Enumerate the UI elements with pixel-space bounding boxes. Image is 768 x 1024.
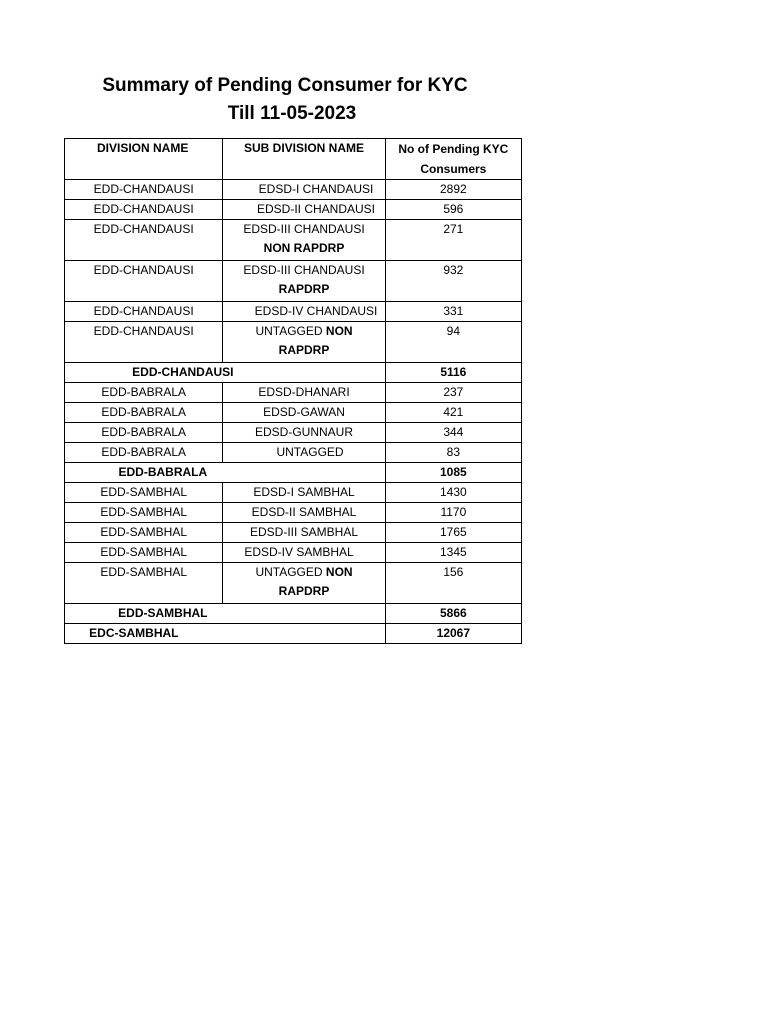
division-cell: EDD-CHANDAUSI bbox=[65, 200, 223, 220]
report-title bbox=[64, 72, 520, 128]
division-cell: EDD-SAMBHAL bbox=[65, 563, 223, 604]
sub-division-cell: EDSD-III SAMBHAL bbox=[223, 523, 385, 543]
header-sub-division-name: SUB DIVISION NAME bbox=[223, 139, 385, 180]
sub-division-name: EDSD-III CHANDAUSI bbox=[243, 222, 365, 236]
table-row bbox=[65, 483, 522, 503]
pending-count-cell: 421 bbox=[385, 403, 521, 423]
division-total-row bbox=[65, 363, 522, 383]
division-total-row bbox=[65, 604, 522, 624]
pending-count-cell: 344 bbox=[385, 423, 521, 443]
sub-division-cell: EDSD-IV SAMBHAL bbox=[223, 543, 385, 563]
pending-count-cell: 2892 bbox=[385, 180, 521, 200]
pending-count-cell: 271 bbox=[385, 220, 521, 261]
grand-total-value: 12067 bbox=[385, 624, 521, 644]
sub-division-cell bbox=[223, 220, 385, 261]
division-cell: EDD-CHANDAUSI bbox=[65, 322, 223, 363]
division-cell: EDD-BABRALA bbox=[65, 423, 223, 443]
division-total-value: 5116 bbox=[385, 363, 521, 383]
header-pending-kyc-text: No of Pending KYC Consumers bbox=[398, 142, 509, 176]
sub-division-qualifier: NON bbox=[325, 565, 353, 579]
grand-total-label: EDC-SAMBHAL bbox=[65, 624, 386, 644]
table-row bbox=[65, 403, 522, 423]
table-row bbox=[65, 220, 522, 261]
sub-division-cell bbox=[223, 322, 385, 363]
sub-division-cell bbox=[223, 563, 385, 604]
table-row bbox=[65, 523, 522, 543]
sub-division-cell: EDSD-I SAMBHAL bbox=[223, 483, 385, 503]
pending-count-cell: 331 bbox=[385, 302, 521, 322]
table-row bbox=[65, 302, 522, 322]
pending-kyc-table bbox=[64, 138, 522, 644]
division-total-value: 5866 bbox=[385, 604, 521, 624]
sub-division-qualifier: RAPDRP bbox=[278, 282, 330, 296]
sub-division-qualifier: NON bbox=[325, 324, 353, 338]
division-cell: EDD-SAMBHAL bbox=[65, 523, 223, 543]
sub-division-cell: EDSD-II CHANDAUSI bbox=[223, 200, 385, 220]
division-cell: EDD-SAMBHAL bbox=[65, 483, 223, 503]
table-row bbox=[65, 261, 522, 302]
sub-division-cell: EDSD-IV CHANDAUSI bbox=[223, 302, 385, 322]
table-row bbox=[65, 503, 522, 523]
table-row bbox=[65, 543, 522, 563]
division-cell: EDD-BABRALA bbox=[65, 443, 223, 463]
table-row bbox=[65, 322, 522, 363]
sub-division-cell: EDSD-I CHANDAUSI bbox=[223, 180, 385, 200]
sub-division-qualifier: NON RAPDRP bbox=[263, 241, 345, 255]
pending-count-cell: 237 bbox=[385, 383, 521, 403]
sub-division-qualifier-2: RAPDRP bbox=[278, 343, 330, 357]
division-total-label: EDD-BABRALA bbox=[65, 463, 386, 483]
sub-division-cell bbox=[223, 261, 385, 302]
pending-count-cell: 94 bbox=[385, 322, 521, 363]
division-cell: EDD-CHANDAUSI bbox=[65, 180, 223, 200]
pending-count-cell: 596 bbox=[385, 200, 521, 220]
sub-division-name: EDSD-III CHANDAUSI bbox=[243, 263, 365, 277]
division-cell: EDD-CHANDAUSI bbox=[65, 220, 223, 261]
division-cell: EDD-SAMBHAL bbox=[65, 503, 223, 523]
pending-count-cell: 1765 bbox=[385, 523, 521, 543]
sub-division-cell: EDSD-GAWAN bbox=[223, 403, 385, 423]
division-total-row bbox=[65, 463, 522, 483]
title-line-2: Till 11-05-2023 bbox=[227, 103, 357, 124]
sub-division-name: UNTAGGED bbox=[255, 565, 323, 579]
sub-division-name: UNTAGGED bbox=[255, 324, 323, 338]
pending-count-cell: 83 bbox=[385, 443, 521, 463]
pending-count-cell: 1170 bbox=[385, 503, 521, 523]
table-row bbox=[65, 200, 522, 220]
pending-count-cell: 1430 bbox=[385, 483, 521, 503]
pending-count-cell: 932 bbox=[385, 261, 521, 302]
division-total-value: 1085 bbox=[385, 463, 521, 483]
sub-division-cell: UNTAGGED bbox=[223, 443, 385, 463]
table-row bbox=[65, 443, 522, 463]
division-total-label: EDD-SAMBHAL bbox=[65, 604, 386, 624]
header-division-name: DIVISION NAME bbox=[65, 139, 223, 180]
sub-division-qualifier-2: RAPDRP bbox=[278, 584, 330, 598]
division-cell: EDD-CHANDAUSI bbox=[65, 302, 223, 322]
grand-total-row bbox=[65, 624, 522, 644]
division-cell: EDD-CHANDAUSI bbox=[65, 261, 223, 302]
table-row bbox=[65, 383, 522, 403]
table-row bbox=[65, 423, 522, 443]
sub-division-cell: EDSD-GUNNAUR bbox=[223, 423, 385, 443]
table-header-row bbox=[65, 139, 522, 180]
division-cell: EDD-BABRALA bbox=[65, 383, 223, 403]
table-row bbox=[65, 563, 522, 604]
title-line-1: Summary of Pending Consumer for KYC bbox=[102, 75, 468, 96]
pending-count-cell: 1345 bbox=[385, 543, 521, 563]
division-total-label: EDD-CHANDAUSI bbox=[65, 363, 386, 383]
division-cell: EDD-BABRALA bbox=[65, 403, 223, 423]
sub-division-cell: EDSD-II SAMBHAL bbox=[223, 503, 385, 523]
division-cell: EDD-SAMBHAL bbox=[65, 543, 223, 563]
pending-count-cell: 156 bbox=[385, 563, 521, 604]
table-row bbox=[65, 180, 522, 200]
header-pending-kyc bbox=[385, 139, 521, 180]
sub-division-cell: EDSD-DHANARI bbox=[223, 383, 385, 403]
